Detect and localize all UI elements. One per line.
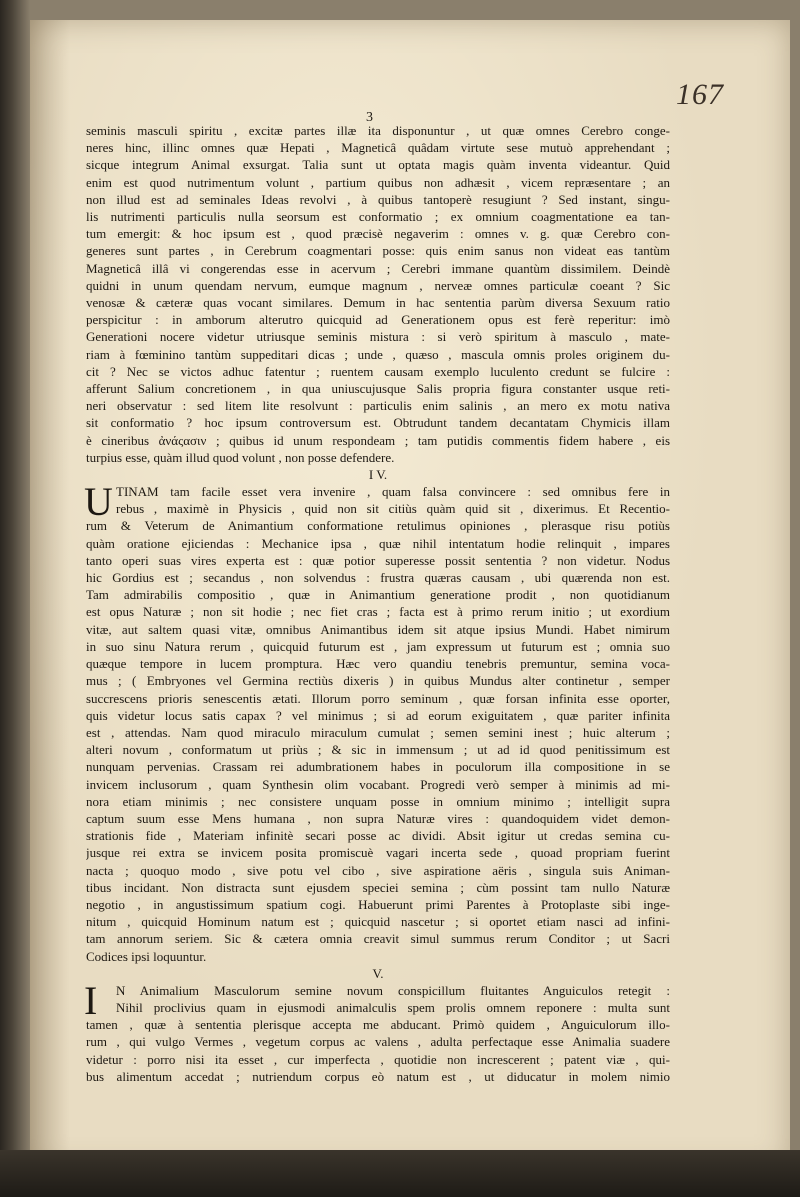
- text-line: quæque tempore in lucem promptura. Hæc vero quandiu tenebris premuntur, semina voca-: [86, 656, 670, 672]
- text-line: invicem inclusorum , quam Synthesin olim vocabant. Progredi verò semper à minimis ad mi-: [86, 776, 670, 792]
- text-line: seminis masculi spiritu , excitæ partes illæ ita disponuntur , ut quæ omnes Cerebro conge-: [86, 123, 670, 138]
- section-v-text: [84, 977, 670, 1085]
- text-line: jusque rei extra se invicem posita promiscuè vagari incerta sede , quoad propriam fuerint: [86, 845, 670, 861]
- text-line: cit ? Nec se victos adhuc fatentur ; ruentem causam exemplo luculento credunt se fulcire :: [86, 363, 670, 379]
- text-line: perspicitur : in amborum alterutro quicquid ad Generationem opus est ferè reperitur: imò: [86, 312, 670, 328]
- text-line: generes sunt partes , in Cerebrum coagmentari posse: quis enim sanus non videat eas tantùm: [86, 243, 670, 259]
- text-line: Nihil proclivius quam in ejusmodi animalculis spem prolis omnem reponere : multa sunt: [116, 999, 670, 1015]
- text-line: neri observatur : sed litem lite resolvunt : particulis enim salinis , an mero ex motu nativa: [86, 398, 670, 414]
- section-heading-iv: I V.: [368, 467, 388, 483]
- text-line: bus alimentum accedat ; nutriendum corpus eò natum est , ut diducatur in molem nimio: [86, 1068, 670, 1084]
- text-line: tanto operi suas vires experta est : quæ potior superesse possit sententia ? non videtur. Nodus: [86, 552, 670, 568]
- text-line: tamen , quæ à sententia plerisque accepta me abducant. Primò quidem , Anguiculorum illo-: [86, 1017, 670, 1033]
- text-line: nacta ; quoquo modo , sive potu vel cibo , sive aspiratione aëris , singula suis Animan-: [86, 862, 670, 878]
- text-line: quàm oratione ejiciendas : Mechanice ipsa , quæ nihil intentatum hodie relinquit , impares: [86, 535, 670, 551]
- drop-cap-u: U: [84, 479, 113, 525]
- section-iii-text: [86, 122, 670, 466]
- text-line: captum suum esse Mens humana , non supra Naturæ vires : quandoquidem videt demon-: [86, 810, 670, 826]
- text-line: hic Gordius est ; secandus , non solvendus : frustra quæras causam , ubi quærenda non est.: [86, 570, 670, 586]
- text-line: neres hinc, illinc omnes quæ Hepati , Magneticâ quâdam virtute sese mutuò apprehendant ;: [86, 140, 670, 156]
- text-line: venosæ & cæteræ quas vocant similares. Demum in hac sententia parùm diversa Sexuum ratio: [86, 295, 670, 311]
- text-line: Tam admirabilis compositio , quæ in Animantium generatione prodit , non quotidianum: [86, 587, 670, 603]
- text-line: tum emergit: & hoc ipsum est , quod præcisè negaverim : omnes v. g. quæ Cerebro con-: [86, 226, 670, 242]
- text-line: turpius esse, quàm illud quod volunt , non posse defendere.: [86, 449, 395, 465]
- drop-cap-i: I: [84, 977, 98, 1023]
- text-line: Magneticâ illâ vi congerendas esse in acervum ; Cerebri immane quantùm dissimilem. Deindè: [86, 260, 670, 276]
- signature-mark: 3: [366, 110, 373, 125]
- text-line: nitum , quicquid Hominum natum est ; quicquid nascetur ; si oportet etiam nasci ad infini-: [86, 914, 670, 930]
- section-iv-text: [84, 479, 670, 965]
- text-line: nora etiam minimis ; nec consistere unquam posse in omnium minimo ; intelligit supra: [86, 793, 670, 809]
- text-line: enim est quod nutrimentum volunt , partium quibus non adhæsit , vicem repræsentare ; an: [86, 174, 670, 190]
- text-line: succrescens prioris senescentis ætati. Illorum porro seminum , quæ forsan infinita esse oporter,: [86, 690, 670, 706]
- page-number: 167: [676, 78, 724, 111]
- text-line: alteri novum , conformatum ut priùs ; & sic in immensum ; ut ad id quod penitissimum est: [86, 742, 670, 758]
- text-line: in suo sinu Natura rerum , quicquid futurum est , jam expressum ut futurum est ; omnia suo: [86, 638, 670, 654]
- text-line: mus ; ( Embryones vel Germina rectiùs dixeris ) in quibus Mundus alter continetur , semper: [86, 673, 670, 689]
- text-line: riam à fœminino tantùm suppeditari dicas ; unde , quæso , mascula omnis proles originem du-: [86, 346, 670, 362]
- text-line: nunquam pervenias. Crassam rei adumbrationem habes in poculorum illa compositione in se: [86, 759, 670, 775]
- text-line: rebus , maximè in Physicis , quid non sit citiùs quàm quid sit , dixerimus. Et Recentio-: [116, 501, 670, 517]
- text-line: strationis fide , Materiam infinitè secari posse ac dividi. Absit igitur ut credas semina cu-: [86, 828, 670, 844]
- text-line: videtur : porro nisi ita esset , cur imperfecta , quotidie non increscerent ; patent viæ , qui-: [86, 1051, 670, 1067]
- section-heading-v: V.: [372, 965, 384, 981]
- text-line: è cineribus ἀνάςασιν ; quibus id unum respondeam ; tam putidis commentis fidem habere , eis: [86, 432, 670, 448]
- text-line: Codices ipsi loquuntur.: [86, 948, 207, 964]
- text-line: est , attendas. Nam quod miraculo miraculum cumulat ; semen semini inest ; huic alterum ;: [86, 724, 670, 740]
- text-line: sicque integrum Animal exsurgat. Talia sunt ut optata magis quàm inventa videantur. Quid: [86, 157, 670, 173]
- text-line: Generationi nocere videtur utriusque seminis mistura : si verò spiritum à masculo , mate-: [86, 329, 670, 345]
- text-line: tibus incidant. Non distracta sunt ejusdem speciei semina ; cùm possint tam nullo Naturæ: [86, 879, 670, 895]
- text-line: non illud est ad seminales Ideas revolvi , à quibus tantoperè resugiunt ? Sed instant, singu-: [86, 191, 670, 207]
- text-line: rum , qui vulgo Vermes , vegetum corpus ac valens , adulta perfectaque esse Animalia suadere: [86, 1034, 670, 1050]
- text-line: quidni in unum quendam nervum, eumque magnum , nerveæ omnes particulæ coeant ? Sic: [86, 277, 670, 293]
- page-text: [86, 122, 670, 1085]
- text-line: rum & Veterum de Animantium conformatione retulimus opiniones , plerasque risu potiùs: [86, 518, 670, 534]
- text-line: est opus Naturæ ; non sit hodie ; nec fiet cras ; facta est à primo rerum initio ; ut exordium: [86, 604, 670, 620]
- text-line: quis videtur locus satis capax ? vel minimus ; si ad eorum exiguitatem , quæ pariter infinita: [86, 707, 670, 723]
- text-line: negotio , in angustissimum spatium cogi. Habuerunt primi Parentes à Protoplaste sibi inge-: [86, 896, 670, 912]
- text-line: vitæ, aut saltem quasi vitæ, omnibus Animantibus idem sit atque ipsius Mundi. Habet nimirum: [86, 621, 670, 637]
- text-line: sit conformatio ? hoc ipsum controversum est. Obtrudunt tandem decantatam Chymicis illam: [86, 415, 670, 431]
- text-line: N Animalium Masculorum semine novum conspicillum fluitantes Anguiculos retegit :: [116, 982, 670, 998]
- book-bottom-edge: [0, 1150, 800, 1197]
- text-line: lis nutrimenti particulis nulla seorsum est conformatio ; ex omnium coagmentatione ea tan-: [86, 209, 670, 225]
- text-line: afferunt Salium concretionem , in qua uniuscujusque Salis propria figura constanter usque reti-: [86, 381, 670, 397]
- text-line: tam annorum seriem. Sic & cætera omnia creavit simul summus rerum Conditor ; ut Sacri: [86, 931, 670, 947]
- text-line: TINAM tam facile esset vera invenire , quam falsa convincere : sed omnibus fere in: [116, 484, 670, 500]
